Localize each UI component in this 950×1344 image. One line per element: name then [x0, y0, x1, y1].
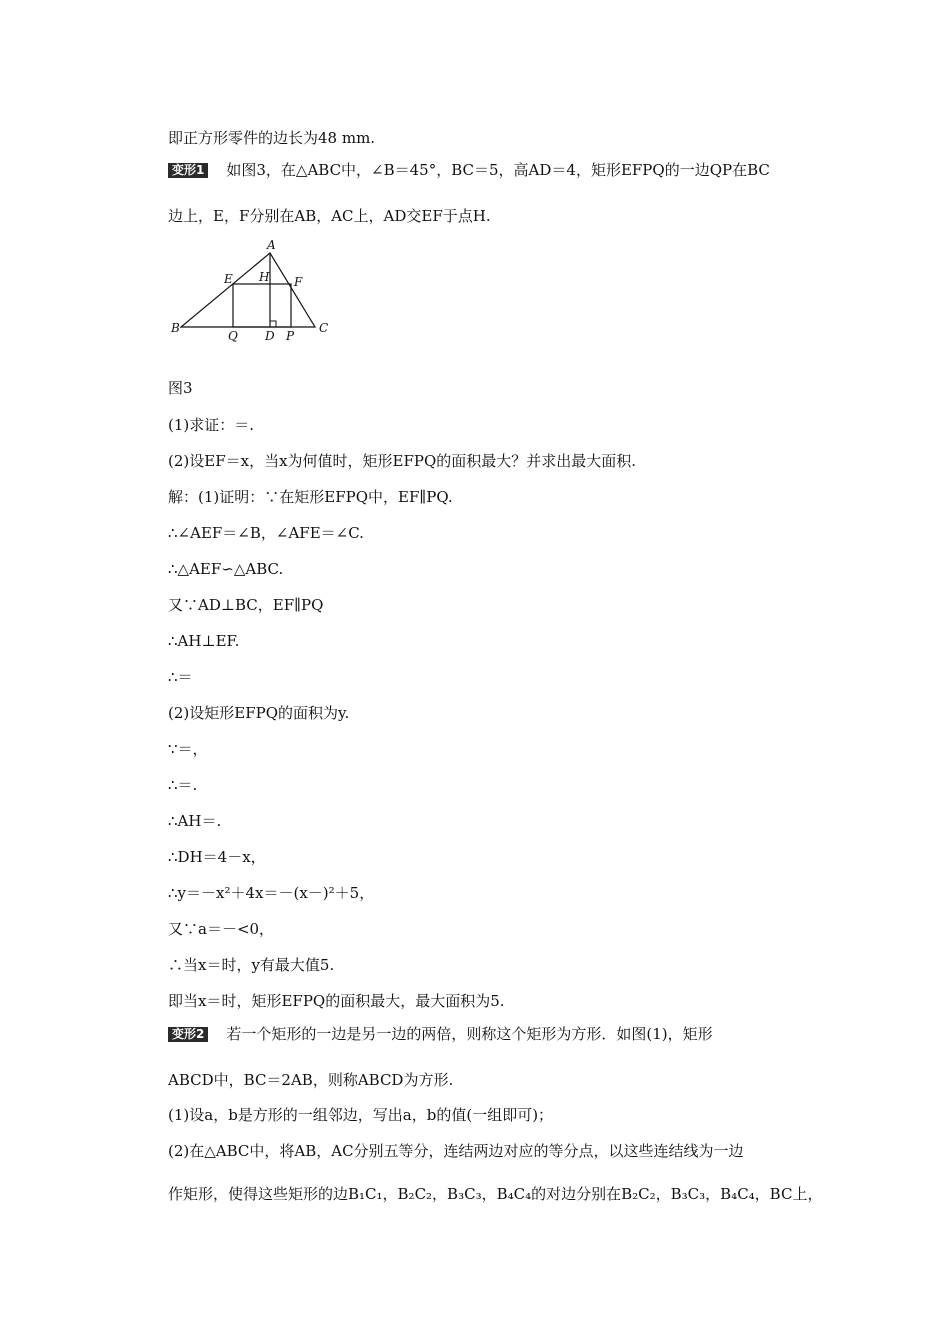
label-P: P — [286, 329, 295, 343]
text-line-10: 又∵AD⊥BC，EF∥PQ — [168, 596, 324, 614]
text-line-7: 解：(1)证明：∵在矩形EFPQ中，EF∥PQ. — [168, 488, 453, 506]
variant-badge-2: 变形2 — [168, 1027, 208, 1042]
label-A: A — [267, 238, 276, 252]
text-line-25: (2)在△ABC中，将AB，AC分别五等分，连结两边对应的等分点，以这些连结线为一边 — [168, 1142, 744, 1160]
label-H: H — [259, 270, 270, 284]
text-line-14: ∵＝， — [168, 740, 208, 758]
label-E: E — [224, 272, 233, 286]
text-line-24: (1)设a，b是方形的一组邻边，写出a，b的值(一组即可)； — [168, 1106, 554, 1124]
text-line-11: ∴AH⊥EF. — [168, 632, 240, 650]
text-line-16: ∴AH＝. — [168, 812, 222, 830]
text-line-3: 边上，E，F分别在AB，AC上，AD交EF于点H. — [168, 207, 491, 225]
text-line-2: 变形1 如图3，在△ABC中，∠B＝45°，BC＝5，高AD＝4，矩形EFPQ的一边QP在BC — [168, 160, 770, 180]
variant-badge-1: 变形1 — [168, 163, 208, 178]
text-line-17: ∴DH＝4－x， — [168, 848, 266, 866]
label-D: D — [265, 329, 275, 343]
label-Q: Q — [228, 329, 238, 343]
text-line-5: (1)求证：＝. — [168, 416, 255, 434]
label-B: B — [171, 321, 180, 335]
text-line-1: 即正方形零件的边长为48 mm. — [168, 129, 376, 147]
label-F: F — [294, 275, 303, 289]
text-line-15: ∴＝. — [168, 776, 198, 794]
text-line-19: 又∵a＝－<0， — [168, 920, 275, 938]
text-line-20: ∴当x＝时，y有最大值5. — [168, 956, 335, 974]
text-line-12: ∴＝ — [168, 668, 193, 686]
figure-caption: 图3 — [168, 379, 193, 397]
text-line-13: (2)设矩形EFPQ的面积为y. — [168, 704, 350, 722]
triangle-figure — [165, 236, 345, 346]
text-line-18: ∴y＝－x²＋4x＝－(x－)²＋5， — [168, 884, 375, 902]
text-line-26: 作矩形，使得这些矩形的边B₁C₁，B₂C₂，B₃C₃，B₄C₄的对边分别在B₂C₂，B₃C₃，B₄C₄，BC上， — [168, 1185, 823, 1203]
text-line-23: ABCD中，BC＝2AB，则称ABCD为方形. — [168, 1071, 454, 1089]
text-line-9: ∴△AEF∽△ABC. — [168, 560, 284, 578]
label-C: C — [319, 321, 329, 335]
text-line-21: 即当x＝时，矩形EFPQ的面积最大，最大面积为5. — [168, 992, 505, 1010]
text-line-8: ∴∠AEF＝∠B，∠AFE＝∠C. — [168, 524, 364, 542]
text-line-6: (2)设EF＝x，当x为何值时，矩形EFPQ的面积最大？并求出最大面积. — [168, 452, 637, 470]
text-line-22: 变形2 若一个矩形的一边是另一边的两倍，则称这个矩形为方形．如图(1)，矩形 — [168, 1024, 713, 1044]
